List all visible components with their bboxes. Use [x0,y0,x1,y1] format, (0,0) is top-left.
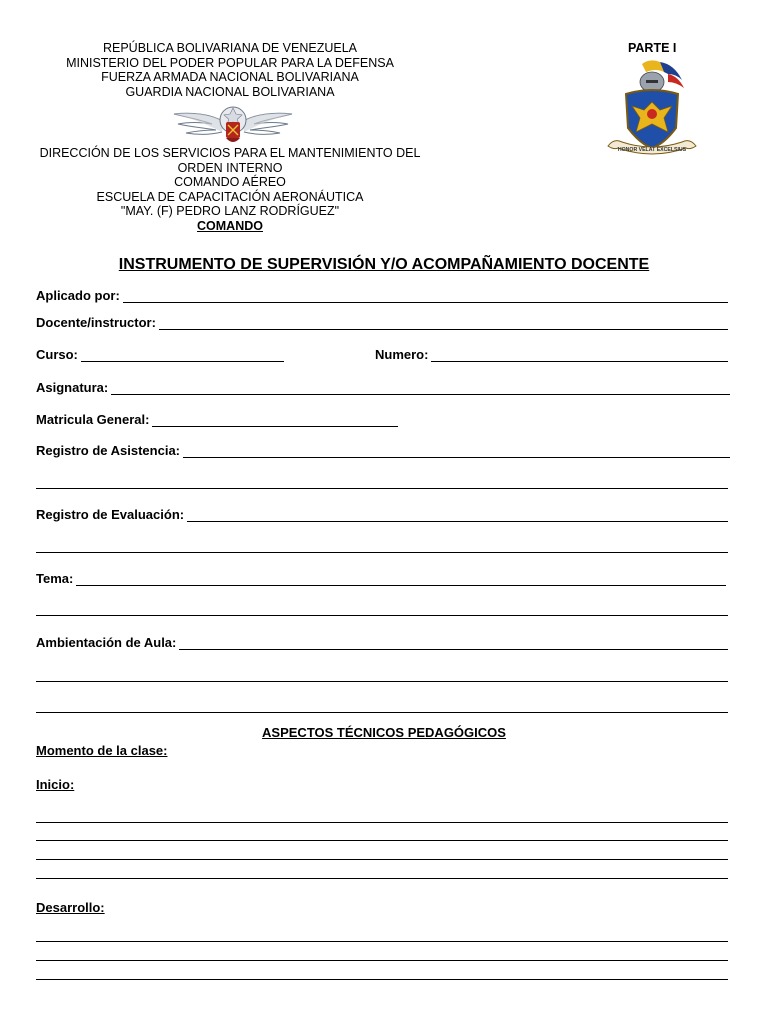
field-registro-asistencia-label: Registro de Asistencia: [36,443,181,458]
field-aplicado-por[interactable] [36,288,728,303]
section-aspectos-tecnicos: ASPECTOS TÉCNICOS PEDAGÓGICOS [262,725,506,740]
field-asignatura-line[interactable] [111,383,730,395]
field-docente-line[interactable] [159,318,728,330]
section-momento-clase: Momento de la clase: [36,743,168,758]
document-title: INSTRUMENTO DE SUPERVISIÓN Y/O ACOMPAÑAMIENTO DOCENTE [118,256,650,273]
field-registro-asistencia-extra-line[interactable] [36,488,728,489]
header-line-direccion: DIRECCIÓN DE LOS SERVICIOS PARA EL MANTENIMIENTO DEL [39,146,421,160]
header-comando: COMANDO [197,218,263,233]
field-tema-extra-line[interactable] [36,615,728,616]
header-line-escuela: ESCUELA DE CAPACITACIÓN AERONÁUTICA [96,189,364,204]
inicio-line-3[interactable] [36,859,728,860]
parte-label: PARTE I [628,41,677,55]
inicio-line-4[interactable] [36,878,728,879]
guard-crest-icon [602,58,700,164]
field-ambientacion-extra-line-2[interactable] [36,712,728,713]
inicio-line-1[interactable] [36,822,728,823]
field-tema[interactable] [36,571,726,586]
field-curso-line[interactable] [81,350,284,362]
field-curso[interactable] [36,347,284,362]
field-ambientacion-extra-line-1[interactable] [36,681,728,682]
field-asignatura[interactable] [36,380,730,395]
field-asignatura-label: Asignatura: [36,380,109,395]
field-matricula-label: Matricula General: [36,412,150,427]
field-registro-evaluacion-label: Registro de Evaluación: [36,507,185,522]
field-registro-asistencia-line[interactable] [183,446,730,458]
field-matricula[interactable] [36,412,398,427]
desarrollo-line-3[interactable] [36,979,728,980]
field-matricula-line[interactable] [152,415,398,427]
section-inicio: Inicio: [36,777,75,792]
header-line-orden-interno: ORDEN INTERNO [177,160,283,175]
field-tema-label: Tema: [36,571,74,586]
field-tema-line[interactable] [76,574,726,586]
field-registro-evaluacion-extra-line[interactable] [36,552,728,553]
inicio-line-2[interactable] [36,840,728,841]
header-line-fuerza-armada: FUERZA ARMADA NACIONAL BOLIVARIANA [101,70,359,85]
field-ambientacion-label: Ambientación de Aula: [36,635,177,650]
header-line-comando-aereo: COMANDO AÉREO [174,175,286,190]
header-line-pedro-lanz: "MAY. (F) PEDRO LANZ RODRÍGUEZ" [120,204,340,219]
section-desarrollo: Desarrollo: [36,900,105,915]
crest-motto: HONOR VELAT EXCELSIUS [617,147,687,153]
field-registro-evaluacion[interactable] [36,507,728,522]
header-line-ministerio: MINISTERIO DEL PODER POPULAR PARA LA DEFENSA [66,55,394,70]
header-line-guardia: GUARDIA NACIONAL BOLIVARIANA [125,84,335,99]
desarrollo-line-2[interactable] [36,960,728,961]
header-institution-block [30,41,430,99]
field-registro-asistencia[interactable] [36,443,730,458]
field-ambientacion-line[interactable] [179,638,728,650]
field-curso-label: Curso: [36,347,78,362]
field-registro-evaluacion-line[interactable] [187,510,728,522]
field-numero-line[interactable] [431,350,728,362]
desarrollo-line-1[interactable] [36,941,728,942]
field-numero-label: Numero: [375,347,429,362]
field-aplicado-por-label: Aplicado por: [36,288,120,303]
header-school-block [30,146,430,234]
aviation-wings-emblem [172,100,294,150]
field-docente[interactable] [36,315,728,330]
field-ambientacion[interactable] [36,635,728,650]
field-numero[interactable] [375,347,728,362]
header-line-republica: REPÚBLICA BOLIVARIANA DE VENEZUELA [102,41,358,55]
field-docente-label: Docente/instructor: [36,315,156,330]
field-aplicado-por-line[interactable] [123,291,728,303]
